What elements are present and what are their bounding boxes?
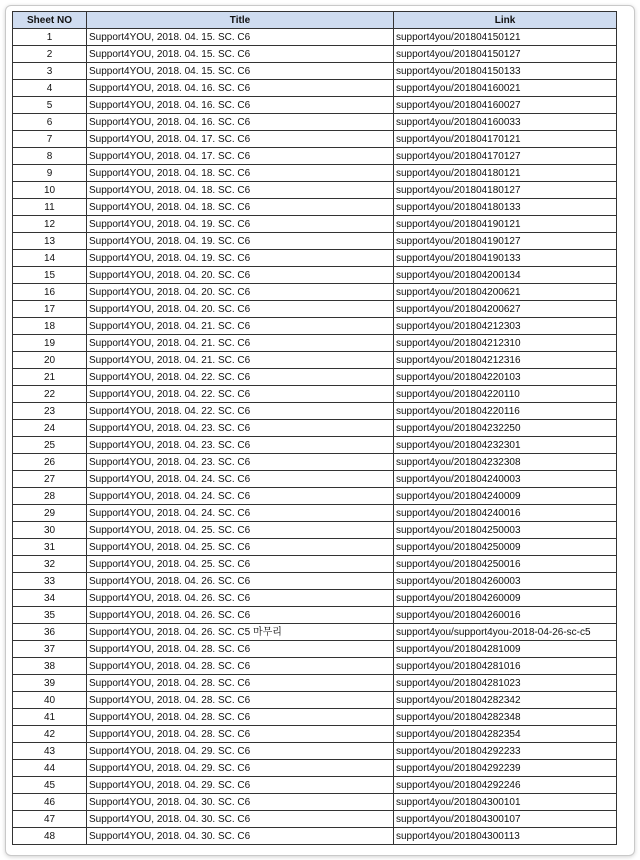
table-row bbox=[13, 352, 617, 369]
sheet-no-cell: 15 bbox=[13, 267, 87, 284]
link-cell[interactable]: support4you/201804232301 bbox=[394, 437, 617, 454]
table-row bbox=[13, 539, 617, 556]
link-cell[interactable]: support4you/support4you-2018-04-26-sc-c5 bbox=[394, 624, 617, 641]
link-cell[interactable]: support4you/201804180133 bbox=[394, 199, 617, 216]
link-cell[interactable]: support4you/201804260016 bbox=[394, 607, 617, 624]
sheet-no-cell: 12 bbox=[13, 216, 87, 233]
title-cell: Support4YOU, 2018. 04. 28. SC. C6 bbox=[87, 709, 394, 726]
sheet-no-cell: 19 bbox=[13, 335, 87, 352]
table-row bbox=[13, 318, 617, 335]
table-row bbox=[13, 743, 617, 760]
table-row bbox=[13, 403, 617, 420]
sheet-no-cell: 40 bbox=[13, 692, 87, 709]
link-cell[interactable]: support4you/201804240009 bbox=[394, 488, 617, 505]
title-cell: Support4YOU, 2018. 04. 15. SC. C6 bbox=[87, 63, 394, 80]
link-cell[interactable]: support4you/201804220103 bbox=[394, 369, 617, 386]
link-cell[interactable]: support4you/201804212316 bbox=[394, 352, 617, 369]
table-row bbox=[13, 148, 617, 165]
table-row bbox=[13, 437, 617, 454]
link-cell[interactable]: support4you/201804220110 bbox=[394, 386, 617, 403]
link-cell[interactable]: support4you/201804220116 bbox=[394, 403, 617, 420]
link-cell[interactable]: support4you/201804160021 bbox=[394, 80, 617, 97]
table-row bbox=[13, 590, 617, 607]
title-cell: Support4YOU, 2018. 04. 16. SC. C6 bbox=[87, 97, 394, 114]
link-cell[interactable]: support4you/201804232250 bbox=[394, 420, 617, 437]
table-row bbox=[13, 267, 617, 284]
table-row bbox=[13, 131, 617, 148]
link-cell[interactable]: support4you/201804282354 bbox=[394, 726, 617, 743]
title-cell: Support4YOU, 2018. 04. 19. SC. C6 bbox=[87, 233, 394, 250]
table-row bbox=[13, 199, 617, 216]
sheet-no-cell: 7 bbox=[13, 131, 87, 148]
link-cell[interactable]: support4you/201804250016 bbox=[394, 556, 617, 573]
link-cell[interactable]: support4you/201804282342 bbox=[394, 692, 617, 709]
title-cell: Support4YOU, 2018. 04. 23. SC. C6 bbox=[87, 420, 394, 437]
sheet-no-cell: 13 bbox=[13, 233, 87, 250]
sheet-no-cell: 18 bbox=[13, 318, 87, 335]
table-row bbox=[13, 420, 617, 437]
table-row bbox=[13, 794, 617, 811]
sheet-no-cell: 2 bbox=[13, 46, 87, 63]
sheet-no-cell: 25 bbox=[13, 437, 87, 454]
sheet-no-cell: 9 bbox=[13, 165, 87, 182]
title-cell: Support4YOU, 2018. 04. 16. SC. C6 bbox=[87, 80, 394, 97]
title-cell: Support4YOU, 2018. 04. 28. SC. C6 bbox=[87, 641, 394, 658]
title-cell: Support4YOU, 2018. 04. 20. SC. C6 bbox=[87, 267, 394, 284]
table-row bbox=[13, 114, 617, 131]
title-cell: Support4YOU, 2018. 04. 16. SC. C6 bbox=[87, 114, 394, 131]
title-cell: Support4YOU, 2018. 04. 23. SC. C6 bbox=[87, 437, 394, 454]
title-cell: Support4YOU, 2018. 04. 29. SC. C6 bbox=[87, 760, 394, 777]
title-cell: Support4YOU, 2018. 04. 24. SC. C6 bbox=[87, 471, 394, 488]
sheet-no-cell: 23 bbox=[13, 403, 87, 420]
title-cell: Support4YOU, 2018. 04. 15. SC. C6 bbox=[87, 46, 394, 63]
sheet-no-cell: 24 bbox=[13, 420, 87, 437]
link-cell[interactable]: support4you/201804170121 bbox=[394, 131, 617, 148]
sheet-no-cell: 41 bbox=[13, 709, 87, 726]
sheet-no-cell: 48 bbox=[13, 828, 87, 845]
title-cell: Support4YOU, 2018. 04. 26. SC. C5 마무리 bbox=[87, 624, 394, 641]
link-cell[interactable]: support4you/201804200134 bbox=[394, 267, 617, 284]
title-cell: Support4YOU, 2018. 04. 19. SC. C6 bbox=[87, 250, 394, 267]
title-cell: Support4YOU, 2018. 04. 26. SC. C6 bbox=[87, 607, 394, 624]
table-row bbox=[13, 165, 617, 182]
table-row bbox=[13, 284, 617, 301]
table-row bbox=[13, 726, 617, 743]
sheet-no-cell: 1 bbox=[13, 29, 87, 46]
link-cell[interactable]: support4you/201804281016 bbox=[394, 658, 617, 675]
table-row bbox=[13, 675, 617, 692]
link-cell[interactable]: support4you/201804200627 bbox=[394, 301, 617, 318]
title-cell: Support4YOU, 2018. 04. 17. SC. C6 bbox=[87, 148, 394, 165]
table-row bbox=[13, 488, 617, 505]
link-cell[interactable]: support4you/201804240016 bbox=[394, 505, 617, 522]
table-row bbox=[13, 369, 617, 386]
title-cell: Support4YOU, 2018. 04. 28. SC. C6 bbox=[87, 726, 394, 743]
link-cell[interactable]: support4you/201804150121 bbox=[394, 29, 617, 46]
table-row bbox=[13, 250, 617, 267]
sheet-no-cell: 29 bbox=[13, 505, 87, 522]
sheet-no-cell: 16 bbox=[13, 284, 87, 301]
sheet-no-cell: 47 bbox=[13, 811, 87, 828]
sheet-no-cell: 10 bbox=[13, 182, 87, 199]
title-cell: Support4YOU, 2018. 04. 25. SC. C6 bbox=[87, 556, 394, 573]
link-cell[interactable]: support4you/201804212303 bbox=[394, 318, 617, 335]
table-row bbox=[13, 216, 617, 233]
sheet-no-cell: 8 bbox=[13, 148, 87, 165]
title-cell: Support4YOU, 2018. 04. 18. SC. C6 bbox=[87, 199, 394, 216]
table-body bbox=[13, 29, 617, 845]
table-row bbox=[13, 522, 617, 539]
link-cell[interactable]: support4you/201804160027 bbox=[394, 97, 617, 114]
link-cell[interactable]: support4you/201804150127 bbox=[394, 46, 617, 63]
table-row bbox=[13, 97, 617, 114]
title-cell: Support4YOU, 2018. 04. 17. SC. C6 bbox=[87, 131, 394, 148]
link-cell[interactable]: support4you/201804260003 bbox=[394, 573, 617, 590]
link-cell[interactable]: support4you/201804150133 bbox=[394, 63, 617, 80]
table-row bbox=[13, 692, 617, 709]
sheet-no-cell: 37 bbox=[13, 641, 87, 658]
table-row bbox=[13, 658, 617, 675]
sheet-no-cell: 33 bbox=[13, 573, 87, 590]
table-row bbox=[13, 471, 617, 488]
table-row bbox=[13, 505, 617, 522]
link-cell[interactable]: support4you/201804300101 bbox=[394, 794, 617, 811]
table-row bbox=[13, 80, 617, 97]
link-cell[interactable]: support4you/201804160033 bbox=[394, 114, 617, 131]
sheet-no-cell: 38 bbox=[13, 658, 87, 675]
sheet-no-cell: 27 bbox=[13, 471, 87, 488]
title-cell: Support4YOU, 2018. 04. 28. SC. C6 bbox=[87, 658, 394, 675]
title-cell: Support4YOU, 2018. 04. 30. SC. C6 bbox=[87, 794, 394, 811]
sheet-no-cell: 36 bbox=[13, 624, 87, 641]
table-row bbox=[13, 556, 617, 573]
sheet-no-cell: 17 bbox=[13, 301, 87, 318]
sheet-no-cell: 35 bbox=[13, 607, 87, 624]
title-cell: Support4YOU, 2018. 04. 28. SC. C6 bbox=[87, 675, 394, 692]
sheet-no-cell: 4 bbox=[13, 80, 87, 97]
link-cell[interactable]: support4you/201804250009 bbox=[394, 539, 617, 556]
table-row bbox=[13, 63, 617, 80]
link-cell[interactable]: support4you/201804190127 bbox=[394, 233, 617, 250]
link-cell[interactable]: support4you/201804240003 bbox=[394, 471, 617, 488]
link-cell[interactable]: support4you/201804292246 bbox=[394, 777, 617, 794]
link-cell[interactable]: support4you/201804190133 bbox=[394, 250, 617, 267]
title-cell: Support4YOU, 2018. 04. 30. SC. C6 bbox=[87, 811, 394, 828]
table-row bbox=[13, 386, 617, 403]
title-cell: Support4YOU, 2018. 04. 26. SC. C6 bbox=[87, 590, 394, 607]
sheet-no-cell: 5 bbox=[13, 97, 87, 114]
sheet-no-cell: 21 bbox=[13, 369, 87, 386]
sheet-no-cell: 14 bbox=[13, 250, 87, 267]
table-row bbox=[13, 828, 617, 845]
sheet-no-cell: 6 bbox=[13, 114, 87, 131]
link-cell[interactable]: support4you/201804170127 bbox=[394, 148, 617, 165]
link-cell[interactable]: support4you/201804292233 bbox=[394, 743, 617, 760]
title-cell: Support4YOU, 2018. 04. 25. SC. C6 bbox=[87, 539, 394, 556]
sheet-no-cell: 26 bbox=[13, 454, 87, 471]
link-cell[interactable]: support4you/201804282348 bbox=[394, 709, 617, 726]
link-cell[interactable]: support4you/201804250003 bbox=[394, 522, 617, 539]
link-cell[interactable]: support4you/201804281023 bbox=[394, 675, 617, 692]
link-cell[interactable]: support4you/201804300107 bbox=[394, 811, 617, 828]
sheet-no-cell: 28 bbox=[13, 488, 87, 505]
sheet-no-cell: 31 bbox=[13, 539, 87, 556]
table-row bbox=[13, 624, 617, 641]
link-cell[interactable]: support4you/201804260009 bbox=[394, 590, 617, 607]
table-row bbox=[13, 641, 617, 658]
title-cell: Support4YOU, 2018. 04. 18. SC. C6 bbox=[87, 182, 394, 199]
title-cell: Support4YOU, 2018. 04. 19. SC. C6 bbox=[87, 216, 394, 233]
link-cell[interactable]: support4you/201804180121 bbox=[394, 165, 617, 182]
link-cell[interactable]: support4you/201804200621 bbox=[394, 284, 617, 301]
title-cell: Support4YOU, 2018. 04. 24. SC. C6 bbox=[87, 488, 394, 505]
title-cell: Support4YOU, 2018. 04. 26. SC. C6 bbox=[87, 573, 394, 590]
title-cell: Support4YOU, 2018. 04. 21. SC. C6 bbox=[87, 318, 394, 335]
sheet-no-cell: 45 bbox=[13, 777, 87, 794]
table-row bbox=[13, 454, 617, 471]
title-cell: Support4YOU, 2018. 04. 29. SC. C6 bbox=[87, 777, 394, 794]
sheet-no-cell: 42 bbox=[13, 726, 87, 743]
sheet-no-cell: 30 bbox=[13, 522, 87, 539]
table-row bbox=[13, 607, 617, 624]
sheet-table bbox=[12, 11, 617, 845]
table-row bbox=[13, 335, 617, 352]
sheet-no-cell: 34 bbox=[13, 590, 87, 607]
table-row bbox=[13, 777, 617, 794]
title-cell: Support4YOU, 2018. 04. 21. SC. C6 bbox=[87, 352, 394, 369]
title-cell: Support4YOU, 2018. 04. 20. SC. C6 bbox=[87, 301, 394, 318]
table-row bbox=[13, 709, 617, 726]
header-title: Title bbox=[87, 12, 394, 29]
table-row bbox=[13, 573, 617, 590]
title-cell: Support4YOU, 2018. 04. 23. SC. C6 bbox=[87, 454, 394, 471]
header-link: Link bbox=[394, 12, 617, 29]
title-cell: Support4YOU, 2018. 04. 15. SC. C6 bbox=[87, 29, 394, 46]
title-cell: Support4YOU, 2018. 04. 30. SC. C6 bbox=[87, 828, 394, 845]
title-cell: Support4YOU, 2018. 04. 29. SC. C6 bbox=[87, 743, 394, 760]
header-row bbox=[13, 12, 617, 29]
sheet-no-cell: 43 bbox=[13, 743, 87, 760]
table-row bbox=[13, 301, 617, 318]
link-cell[interactable]: support4you/201804190121 bbox=[394, 216, 617, 233]
table-row bbox=[13, 760, 617, 777]
sheet-no-cell: 22 bbox=[13, 386, 87, 403]
header-sheet-no: Sheet NO bbox=[13, 12, 87, 29]
title-cell: Support4YOU, 2018. 04. 28. SC. C6 bbox=[87, 692, 394, 709]
title-cell: Support4YOU, 2018. 04. 18. SC. C6 bbox=[87, 165, 394, 182]
title-cell: Support4YOU, 2018. 04. 22. SC. C6 bbox=[87, 386, 394, 403]
table-row bbox=[13, 46, 617, 63]
title-cell: Support4YOU, 2018. 04. 22. SC. C6 bbox=[87, 403, 394, 420]
title-cell: Support4YOU, 2018. 04. 22. SC. C6 bbox=[87, 369, 394, 386]
title-cell: Support4YOU, 2018. 04. 20. SC. C6 bbox=[87, 284, 394, 301]
title-cell: Support4YOU, 2018. 04. 25. SC. C6 bbox=[87, 522, 394, 539]
table-row bbox=[13, 233, 617, 250]
table-row bbox=[13, 29, 617, 46]
sheet-no-cell: 20 bbox=[13, 352, 87, 369]
link-cell[interactable]: support4you/201804232308 bbox=[394, 454, 617, 471]
sheet-no-cell: 32 bbox=[13, 556, 87, 573]
title-cell: Support4YOU, 2018. 04. 21. SC. C6 bbox=[87, 335, 394, 352]
sheet-no-cell: 44 bbox=[13, 760, 87, 777]
link-cell[interactable]: support4you/201804292239 bbox=[394, 760, 617, 777]
link-cell[interactable]: support4you/201804180127 bbox=[394, 182, 617, 199]
link-cell[interactable]: support4you/201804281009 bbox=[394, 641, 617, 658]
link-cell[interactable]: support4you/201804212310 bbox=[394, 335, 617, 352]
title-cell: Support4YOU, 2018. 04. 24. SC. C6 bbox=[87, 505, 394, 522]
sheet-no-cell: 46 bbox=[13, 794, 87, 811]
sheet-no-cell: 39 bbox=[13, 675, 87, 692]
sheet-no-cell: 11 bbox=[13, 199, 87, 216]
sheet-no-cell: 3 bbox=[13, 63, 87, 80]
table-row bbox=[13, 811, 617, 828]
link-cell[interactable]: support4you/201804300113 bbox=[394, 828, 617, 845]
table-row bbox=[13, 182, 617, 199]
